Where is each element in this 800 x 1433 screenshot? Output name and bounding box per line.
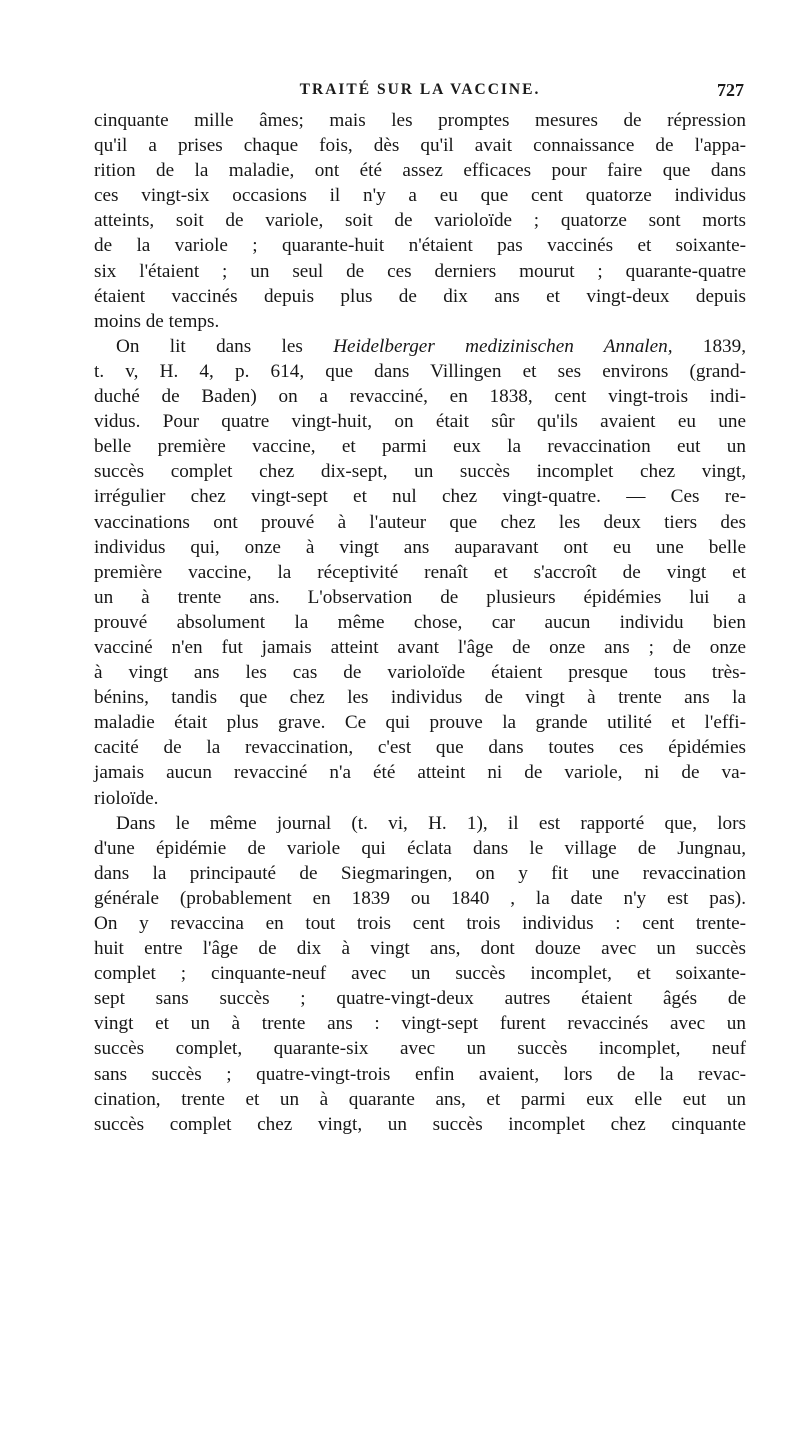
text-line: atteints, soit de variole, soit de varioloïde ; quatorze sont morts (94, 210, 746, 232)
text-line: vacciné n'en fut jamais atteint avant l'âge de onze ans ; de onze (94, 636, 746, 658)
running-title: TRAITÉ SUR LA VACCINE. (299, 81, 541, 98)
text-line: ces vingt-six occasions il n'y a eu que cent quatorze individus (94, 185, 746, 207)
text-line: Dans le même journal (t. vi, H. 1), il est rapporté que, lors (116, 812, 746, 834)
text-line: de la variole ; quarante-huit n'étaient pas vaccinés et soixante- (94, 235, 746, 257)
text-line: succès complet, quarante-six avec un succès incomplet, neuf (94, 1038, 746, 1060)
text-line: moins de temps. (94, 310, 220, 332)
text-line: dans la principauté de Siegmaringen, on y fit une revaccination (94, 862, 746, 884)
text-line: cinquante mille âmes; mais les promptes mesures de répression (94, 110, 746, 131)
text-line: succès complet chez dix-sept, un succès incomplet chez vingt, (94, 461, 746, 483)
text-line: qu'il a prises chaque fois, dès qu'il avait connaissance de l'appa- (94, 135, 746, 157)
text-line: maladie était plus grave. Ce qui prouve la grande utilité et l'effi- (94, 712, 746, 734)
text-line: étaient vaccinés depuis plus de dix ans et vingt-deux depuis (94, 285, 746, 307)
text-line: duché de Baden) on a revacciné, en 1838, cent vingt-trois indi- (94, 386, 746, 408)
citation-lead: On lit dans les (116, 335, 303, 357)
text-line: première vaccine, la réceptivité renaît et s'accroît de vingt et (94, 561, 746, 583)
text-line: individus qui, onze à vingt ans auparavant ont eu une belle (94, 536, 746, 558)
text-line: complet ; cinquante-neuf avec un succès incomplet, et soixante- (94, 963, 746, 985)
text-line: rition de la maladie, ont été assez efficaces pour faire que dans (94, 160, 746, 182)
journal-title: Heidelberger medizinischen Annalen, (333, 335, 673, 357)
citation-year: 1839, (702, 335, 747, 357)
text-line: vidus. Pour quatre vingt-huit, on était sûr qu'ils avaient eu une (94, 411, 746, 433)
text-line: un à trente ans. L'observation de plusieurs épidémies lui a (94, 586, 746, 608)
body-text (94, 108, 746, 1137)
text-line: d'une épidémie de variole qui éclata dans le village de Jungnau, (94, 837, 746, 859)
text-line: cacité de la revaccination, c'est que dans toutes ces épidémies (94, 737, 746, 759)
text-line: prouvé absolument la même chose, car aucun individu bien (94, 611, 746, 633)
text-line: bénins, tandis que chez les individus de vingt à trente ans la (94, 687, 746, 709)
text-line: huit entre l'âge de dix à vingt ans, dont douze avec un succès (94, 938, 746, 960)
text-line: vingt et un à trente ans : vingt-sept furent revaccinés avec un (94, 1013, 746, 1035)
text-line: à vingt ans les cas de varioloïde étaient presque tous très- (94, 662, 746, 684)
text-line: six l'étaient ; un seul de ces derniers mourut ; quarante-quatre (94, 260, 746, 282)
text-line: sans succès ; quatre-vingt-trois enfin avaient, lors de la revac- (94, 1063, 746, 1085)
text-line: générale (probablement en 1839 ou 1840 , la date n'y est pas). (94, 887, 746, 909)
page-number: 727 (717, 80, 744, 100)
text-line: On y revaccina en tout trois cent trois individus : cent trente- (94, 913, 746, 934)
text-line-citation (94, 334, 746, 359)
text-line: succès complet chez vingt, un succès incomplet chez cinquante (94, 1113, 746, 1135)
running-head (96, 78, 744, 102)
text-line: belle première vaccine, et parmi eux la revaccination eut un (94, 436, 746, 458)
text-line: t. v, H. 4, p. 614, que dans Villingen et ses environs (grand- (94, 360, 746, 382)
text-line: rioloïde. (94, 787, 159, 809)
text-line: sept sans succès ; quatre-vingt-deux autres étaient âgés de (94, 988, 746, 1010)
text-line: cination, trente et un à quarante ans, et parmi eux elle eut un (94, 1088, 746, 1110)
text-line: irrégulier chez vingt-sept et nul chez vingt-quatre. — Ces re- (94, 486, 746, 508)
text-line: jamais aucun revacciné n'a été atteint ni de variole, ni de va- (94, 762, 746, 784)
text-line: vaccinations ont prouvé à l'auteur que chez les deux tiers des (94, 511, 746, 533)
